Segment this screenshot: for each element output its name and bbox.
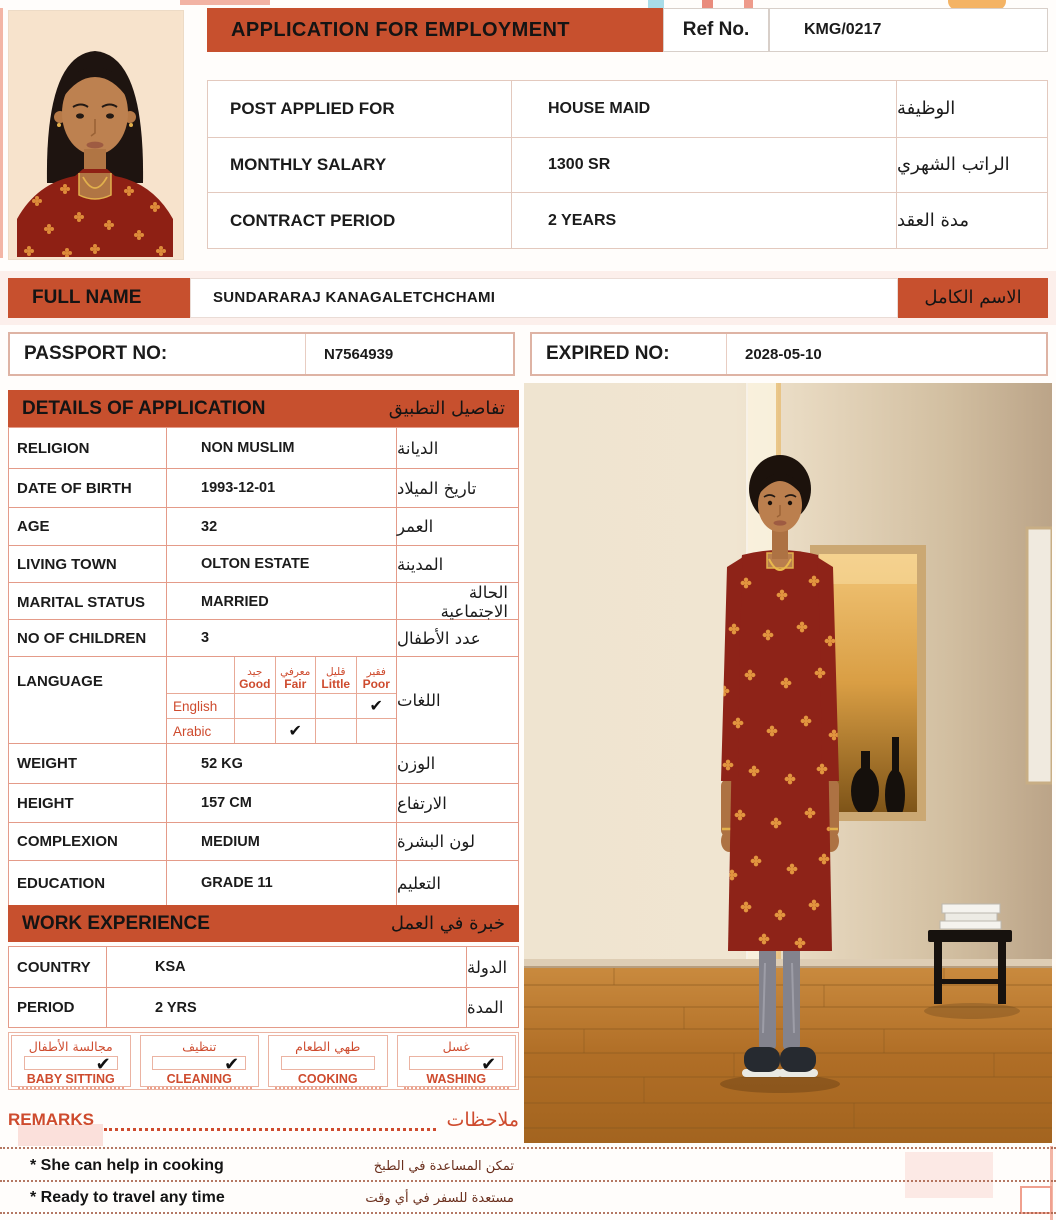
field-label-arabic: الارتفاع <box>396 784 518 822</box>
remark-note-row <box>0 1152 520 1180</box>
table-row <box>9 582 518 619</box>
language-check-cell: ✔ <box>356 693 397 718</box>
field-label: DATE OF BIRTH <box>17 479 132 497</box>
language-name: English <box>167 693 234 718</box>
table-row <box>9 427 518 468</box>
level-label: Fair <box>284 677 307 692</box>
dotted-line <box>0 1212 1056 1214</box>
expired-no-value: 2028-05-10 <box>726 334 1046 374</box>
remark-note-arabic: تمكن المساعدة في الطبخ <box>373 1158 514 1174</box>
language-level-header <box>315 657 356 693</box>
language-check-cell <box>315 693 356 718</box>
form-title: APPLICATION FOR EMPLOYMENT <box>207 8 663 52</box>
check-icon: ✔ <box>481 1054 497 1074</box>
field-label: COMPLEXION <box>17 833 118 850</box>
skill-checkbox <box>281 1056 375 1070</box>
applicant-portrait-photo <box>8 10 184 260</box>
passport-no-value: N7564939 <box>305 334 513 374</box>
skill-label: WASHING <box>426 1072 487 1086</box>
decorative-fragment <box>1020 1186 1052 1214</box>
field-label-arabic: المدينة <box>396 546 518 582</box>
check-icon: ✔ <box>95 1054 111 1074</box>
details-title-arabic: تفاصيل التطبيق <box>388 398 505 419</box>
details-section-header <box>8 390 519 427</box>
level-label: Poor <box>362 677 390 692</box>
field-label: POST APPLIED FOR <box>230 98 395 118</box>
field-label: RELIGION <box>17 439 90 457</box>
field-label: HEIGHT <box>17 794 74 812</box>
ref-no-value: KMG/0217 <box>769 8 1048 52</box>
language-level-header <box>275 657 316 693</box>
field-value: OLTON ESTATE <box>166 546 396 582</box>
language-row <box>9 656 518 743</box>
field-value: 3 <box>166 620 396 656</box>
work-experience-header <box>8 905 519 942</box>
field-value: KSA <box>106 947 466 987</box>
level-label: Good <box>239 677 271 692</box>
skill-cooking <box>268 1035 388 1087</box>
field-label-arabic: الدولة <box>466 947 518 987</box>
language-level-header <box>356 657 397 693</box>
table-row <box>9 947 518 987</box>
full-name-label-arabic: الاسم الكامل <box>898 278 1048 318</box>
skill-washing <box>397 1035 517 1087</box>
work-experience-table <box>8 946 519 1028</box>
field-label: WEIGHT <box>17 755 77 772</box>
field-label: COUNTRY <box>17 958 91 976</box>
language-check-cell <box>315 718 356 743</box>
level-label-arabic: قليل <box>325 666 346 679</box>
expired-box <box>530 332 1048 376</box>
language-grid <box>166 657 396 743</box>
dotted-line <box>0 1180 1056 1182</box>
job-info-table <box>207 80 1048 249</box>
field-label-arabic: الوزن <box>396 744 518 783</box>
table-row <box>9 619 518 656</box>
field-value: 1300 SR <box>511 138 896 193</box>
table-row <box>9 743 518 783</box>
table-row <box>9 987 518 1027</box>
full-name-value: SUNDARARAJ KANAGALETCHCHAMI <box>190 278 898 318</box>
language-grid-corner <box>167 657 234 693</box>
field-label-arabic: اللغات <box>396 657 518 743</box>
table-row <box>208 81 1047 137</box>
table-row <box>208 137 1047 193</box>
table-row <box>208 192 1047 248</box>
field-value: 2 YEARS <box>511 193 896 248</box>
remark-note-arabic: مستعدة للسفر في أي وقت <box>365 1190 514 1206</box>
work-title: WORK EXPERIENCE <box>22 912 210 934</box>
field-label: MONTHLY SALARY <box>230 154 387 174</box>
field-label: CONTRACT PERIOD <box>230 210 396 230</box>
decorative-fragment <box>905 1152 993 1198</box>
field-label-arabic: الديانة <box>396 428 518 468</box>
field-value: NON MUSLIM <box>166 428 396 468</box>
skill-label: COOKING <box>297 1072 358 1086</box>
dotted-line <box>404 1087 510 1089</box>
field-label-arabic: مدة العقد <box>896 193 1047 248</box>
field-label-arabic: تاريخ الميلاد <box>396 469 518 507</box>
field-value: MEDIUM <box>166 823 396 860</box>
field-value: 2 YRS <box>106 988 466 1027</box>
skill-label-arabic: غسل <box>442 1039 470 1054</box>
expired-no-label: EXPIRED NO: <box>546 343 670 364</box>
dotted-leader <box>104 1120 437 1131</box>
table-row <box>9 822 518 860</box>
details-table <box>8 427 519 906</box>
table-row <box>9 860 518 905</box>
passport-no-label: PASSPORT NO: <box>24 343 168 364</box>
field-value: MARRIED <box>166 583 396 621</box>
language-check-cell <box>234 718 275 743</box>
skill-label-arabic: تنظيف <box>182 1039 217 1054</box>
level-label-arabic: معرفي <box>280 666 311 679</box>
details-title: DETAILS OF APPLICATION <box>22 397 266 419</box>
field-label: LIVING TOWN <box>17 555 117 573</box>
check-icon: ✔ <box>224 1054 240 1074</box>
skill-cleaning <box>140 1035 260 1087</box>
language-check-cell <box>275 693 316 718</box>
language-check-cell <box>234 693 275 718</box>
decorative-fragment <box>0 8 3 258</box>
dotted-line <box>147 1087 253 1089</box>
table-row <box>9 507 518 545</box>
ref-no-label: Ref No. <box>663 8 769 52</box>
remark-note: * Ready to travel any time <box>30 1189 225 1206</box>
field-label-arabic: لون البشرة <box>396 823 518 860</box>
full-name-label: FULL NAME <box>8 278 190 318</box>
field-label: NO OF CHILDREN <box>17 629 147 647</box>
field-label: EDUCATION <box>17 874 106 892</box>
skill-label: CLEANING <box>166 1072 232 1086</box>
field-value: 1993-12-01 <box>166 469 396 507</box>
field-label-arabic: العمر <box>396 508 518 545</box>
skill-babysitting <box>11 1035 131 1087</box>
field-label-arabic: الحالة الاجتماعية <box>396 583 518 621</box>
field-value: 157 CM <box>166 784 396 822</box>
field-label-arabic: عدد الأطفال <box>396 620 518 656</box>
level-label: Little <box>321 677 351 692</box>
dotted-line <box>275 1087 381 1089</box>
decorative-fragment <box>180 0 270 5</box>
level-label-arabic: جيد <box>247 666 263 679</box>
field-value: HOUSE MAID <box>511 81 896 137</box>
field-label: PERIOD <box>17 999 75 1016</box>
field-label-arabic: المدة <box>466 988 518 1027</box>
remark-note-row <box>0 1184 520 1212</box>
table-row <box>9 783 518 822</box>
field-label: AGE <box>17 518 50 535</box>
table-row <box>9 545 518 582</box>
language-level-header <box>234 657 275 693</box>
dotted-line <box>18 1087 124 1089</box>
language-check-cell: ✔ <box>275 718 316 743</box>
skill-label: BABY SITTING <box>26 1072 115 1086</box>
field-label-arabic: الوظيفة <box>896 81 1047 137</box>
remarks-label-arabic: ملاحظات <box>446 1109 519 1131</box>
field-label: MARITAL STATUS <box>17 593 146 611</box>
field-value: 52 KG <box>166 744 396 783</box>
skill-label-arabic: طهي الطعام <box>295 1039 361 1054</box>
remark-note: * She can help in cooking <box>30 1157 224 1174</box>
field-label-arabic: التعليم <box>396 861 518 905</box>
remarks-label: REMARKS <box>8 1110 94 1129</box>
passport-box <box>8 332 515 376</box>
skills-strip <box>8 1032 519 1090</box>
language-label: LANGUAGE <box>17 673 103 690</box>
table-row <box>9 468 518 507</box>
dotted-line <box>0 1147 1056 1149</box>
remarks-row <box>8 1106 519 1134</box>
field-value: 32 <box>166 508 396 545</box>
skill-label-arabic: مجالسة الأطفال <box>28 1039 113 1054</box>
field-value: GRADE 11 <box>166 861 396 905</box>
level-label-arabic: فقير <box>366 666 386 679</box>
language-name: Arabic <box>167 718 234 743</box>
field-label-arabic: الراتب الشهري <box>896 138 1047 193</box>
applicant-full-body-photo <box>524 383 1052 1143</box>
work-title-arabic: خبرة في العمل <box>390 913 505 934</box>
language-check-cell <box>356 718 397 743</box>
